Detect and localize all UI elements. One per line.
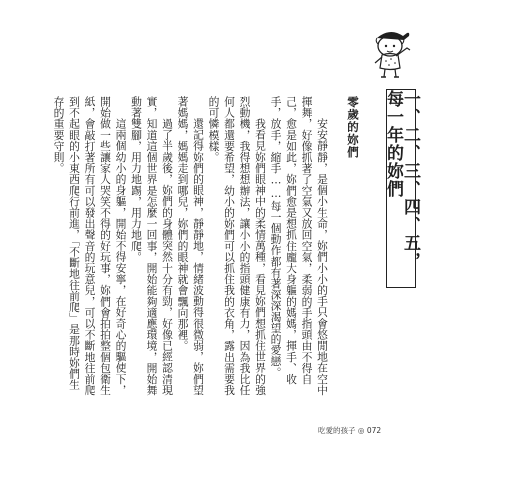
chapter-title-box bbox=[383, 89, 420, 288]
paragraph: 這兩個幼小的身軀，開始不得安寧，在好奇心的驅使下，開始做一些讓家人哭笑不得的好玩事，妳們會拍拍整個包衛生紙，會敲打著所有可以發出聲音的玩意兒，可以不斷地往前爬到不起眼的小東西爬行前進，「不斷地往前爬」是那時妳們生存的重要守則。 bbox=[52, 96, 128, 396]
paragraph: 過了半歲後，妳們的身體突然十分有勁，好像已經認清現實，知道這個世界是怎麼一回事，開始能夠適應環境，開始舞動著雙腳，用力地踢，用力地爬。 bbox=[130, 96, 174, 396]
section-heading: 零歲的妳們 bbox=[346, 96, 360, 159]
chapter-title: 一、二、三、四、五，每一年的妳們 bbox=[383, 90, 420, 270]
page-number: 072 bbox=[366, 426, 382, 435]
body-text bbox=[52, 96, 330, 396]
paragraph: 還記得妳們的眼神，靜靜地，情緒波動得很微弱，妳們望著媽媽，媽媽走到哪兒，妳們的眼神就會飄向那裡。 bbox=[176, 96, 205, 396]
footer-separator: ◎ bbox=[357, 426, 365, 435]
paragraph: 安安靜靜，是個小生命，妳們小小的手只會悠閒地在空中揮舞，好像抓著了空氣又放回空氣，柔弱的手指頭由不得自己，愈是如此，妳們愈是想抓住龐大身軀的媽媽，揮手、收手，放手，縮手……每一個動作都有著深深渴望的愛戀。 bbox=[269, 96, 329, 396]
page-footer bbox=[318, 425, 381, 436]
child-illustration-icon bbox=[363, 22, 418, 80]
paragraph: 我看見妳們眼神中的柔情萬種，看見妳們想抓住世界的強烈動機，我得想想辦法，讓小小的指頭健康有力，因為我比任何人都還要希望，幼小的妳們可以抓住我的衣角，露出需要我的可憐模樣。 bbox=[207, 96, 267, 396]
footer-book-title: 吃愛的孩子 bbox=[318, 426, 356, 435]
